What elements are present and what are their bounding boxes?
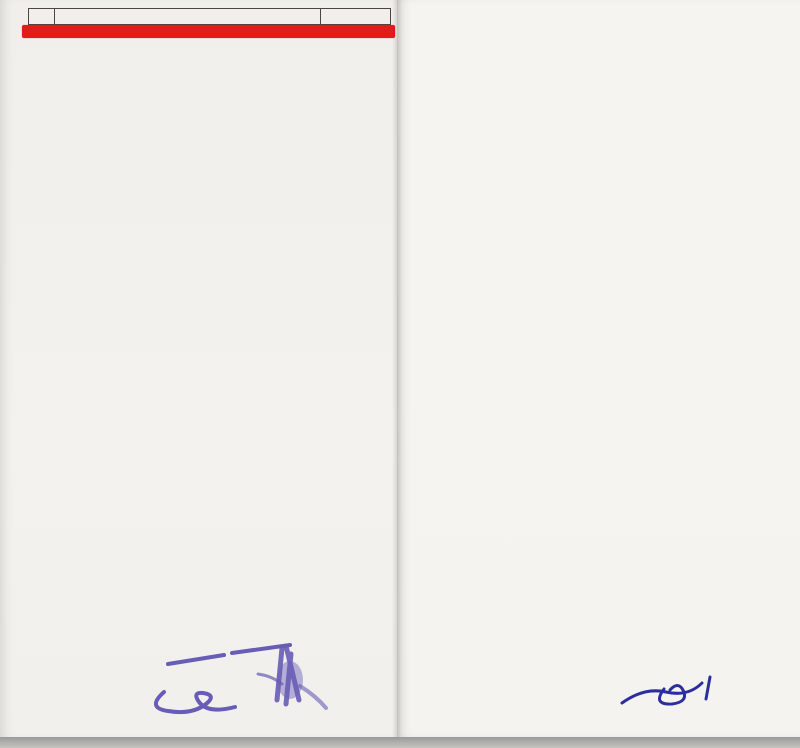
reference-row — [397, 12, 800, 24]
page-fold-shadow — [392, 0, 402, 737]
signature-block — [542, 665, 794, 723]
letter-page — [397, 0, 800, 737]
college-list-page — [0, 0, 397, 737]
ink-signature-right — [614, 665, 784, 723]
highlight-box — [22, 25, 395, 38]
header-sno — [29, 9, 55, 25]
college-table — [28, 8, 391, 25]
header-district — [321, 9, 391, 25]
table-header-row — [29, 9, 391, 25]
scanner-edge — [0, 737, 800, 748]
header-college-name — [55, 9, 321, 25]
place-and-date — [790, 12, 794, 24]
ink-signature-left — [140, 638, 360, 718]
